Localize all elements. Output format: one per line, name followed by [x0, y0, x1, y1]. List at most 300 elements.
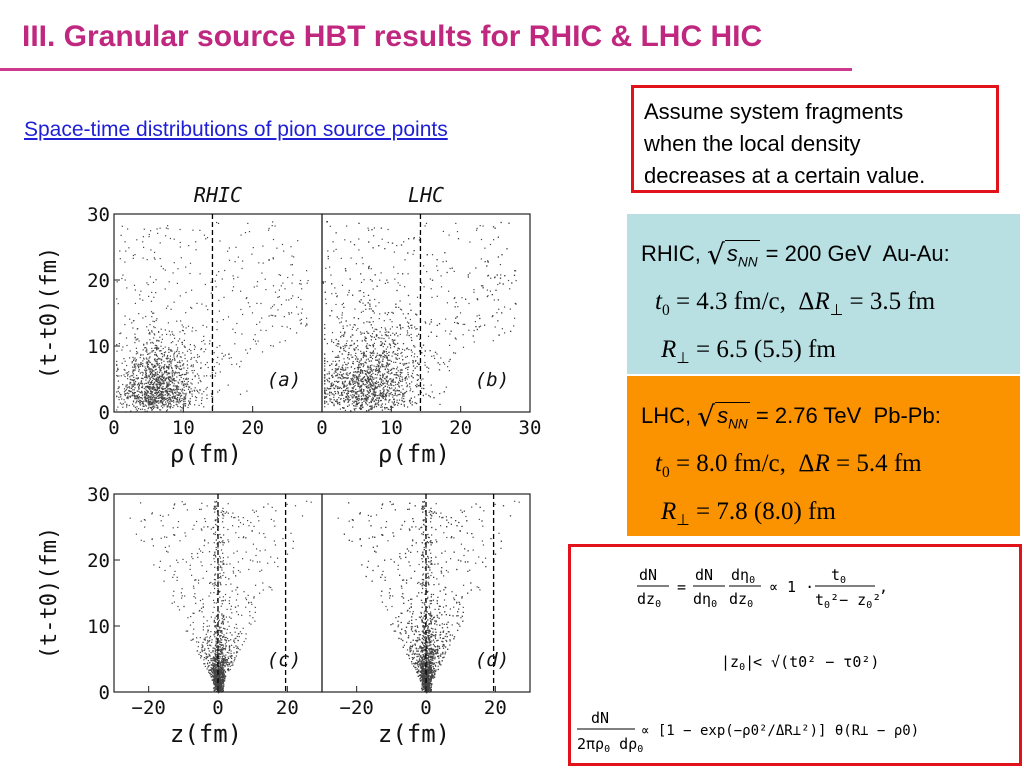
scatter-point [145, 368, 146, 369]
scatter-point [239, 366, 240, 367]
scatter-point [487, 275, 488, 276]
scatter-point [334, 381, 335, 382]
scatter-point [197, 557, 198, 558]
subtitle-link[interactable]: Space-time distributions of pion source points [24, 118, 448, 141]
scatter-point [134, 393, 135, 394]
scatter-point [428, 395, 429, 396]
scatter-point [384, 366, 385, 367]
scatter-point [167, 388, 168, 389]
scatter-point [359, 402, 360, 403]
scatter-point [204, 639, 205, 640]
scatter-point [125, 376, 126, 377]
scatter-point [408, 238, 409, 239]
scatter-point [365, 371, 366, 372]
scatter-point [234, 627, 235, 628]
scatter-point [300, 280, 301, 281]
scatter-point [137, 365, 138, 366]
scatter-point [356, 381, 357, 382]
scatter-point [396, 290, 397, 291]
scatter-point [230, 632, 231, 633]
scatter-point [343, 303, 344, 304]
scatter-point [368, 381, 369, 382]
scatter-point [381, 382, 382, 383]
scatter-point [176, 394, 177, 395]
scatter-point [170, 406, 171, 407]
scatter-point [357, 377, 358, 378]
scatter-point [178, 395, 179, 396]
scatter-point [197, 373, 198, 374]
scatter-point [389, 393, 390, 394]
scatter-point [392, 333, 393, 334]
scatter-point [222, 540, 223, 541]
scatter-point [181, 257, 182, 258]
scatter-point [190, 625, 191, 626]
scatter-point [402, 394, 403, 395]
scatter-point [363, 401, 364, 402]
scatter-point [246, 391, 247, 392]
scatter-point [454, 298, 455, 299]
scatter-point [364, 370, 365, 371]
scatter-point [159, 375, 160, 376]
scatter-point [384, 351, 385, 352]
scatter-point [152, 321, 153, 322]
scatter-point [338, 355, 339, 356]
scatter-point [204, 351, 205, 352]
scatter-point [172, 376, 173, 377]
scatter-point [376, 377, 377, 378]
scatter-point [197, 391, 198, 392]
scatter-point [223, 356, 224, 357]
scatter-point [329, 267, 330, 268]
scatter-point [377, 374, 378, 375]
scatter-point [332, 369, 333, 370]
scatter-point [381, 327, 382, 328]
scatter-point [275, 315, 276, 316]
scatter-point [390, 383, 391, 384]
scatter-point [150, 368, 151, 369]
scatter-point [336, 339, 337, 340]
scatter-point [227, 557, 228, 558]
scatter-point [238, 257, 239, 258]
scatter-point [484, 248, 485, 249]
panel-label: (b) [474, 369, 510, 391]
scatter-point [123, 403, 124, 404]
scatter-point [146, 282, 147, 283]
scatter-point [329, 398, 330, 399]
scatter-point [356, 396, 357, 397]
scatter-point [149, 324, 150, 325]
scatter-point [397, 367, 398, 368]
scatter-point [391, 369, 392, 370]
scatter-point [182, 365, 183, 366]
scatter-point [487, 290, 488, 291]
scatter-point [180, 242, 181, 243]
scatter-point [399, 285, 400, 286]
scatter-point [360, 390, 361, 391]
scatter-point [343, 346, 344, 347]
scatter-point [190, 398, 191, 399]
scatter-point [371, 387, 372, 388]
scatter-point [162, 383, 163, 384]
scatter-point [187, 364, 188, 365]
scatter-point [156, 359, 157, 360]
scatter-point [288, 299, 289, 300]
scatter-point [337, 386, 338, 387]
scatter-point [346, 397, 347, 398]
scatter-point [201, 400, 202, 401]
scatter-point [182, 389, 183, 390]
scatter-point [497, 274, 498, 275]
scatter-point [500, 278, 501, 279]
scatter-point [381, 393, 382, 394]
scatter-point [136, 359, 137, 360]
scatter-point [183, 404, 184, 405]
scatter-point [405, 317, 406, 318]
scatter-point [154, 259, 155, 260]
scatter-point [501, 312, 502, 313]
scatter-point [192, 327, 193, 328]
scatter-point [118, 388, 119, 389]
scatter-point [133, 255, 134, 256]
scatter-point [373, 369, 374, 370]
scatter-point [385, 399, 386, 400]
scatter-point [163, 382, 164, 383]
scatter-point [121, 398, 122, 399]
scatter-point [142, 372, 143, 373]
scatter-point [371, 229, 372, 230]
scatter-point [372, 407, 373, 408]
scatter-point [273, 258, 274, 259]
scatter-point [203, 336, 204, 337]
scatter-point [147, 396, 148, 397]
scatter-point [338, 393, 339, 394]
scatter-point [135, 303, 136, 304]
scatter-point [272, 326, 273, 327]
scatter-point [186, 386, 187, 387]
scatter-point [170, 349, 171, 350]
scatter-point [350, 372, 351, 373]
scatter-point [186, 372, 187, 373]
scatter-point [145, 405, 146, 406]
scatter-point [455, 223, 456, 224]
scatter-point [118, 381, 119, 382]
scatter-point [349, 348, 350, 349]
scatter-point [116, 396, 117, 397]
scatter-point [383, 387, 384, 388]
scatter-point [238, 520, 239, 521]
scatter-point [370, 367, 371, 368]
scatter-point [359, 398, 360, 399]
column-title: RHIC [193, 183, 243, 207]
scatter-point [374, 299, 375, 300]
scatter-point [360, 405, 361, 406]
scatter-point [158, 331, 159, 332]
scatter-point [387, 358, 388, 359]
scatter-point [378, 337, 379, 338]
scatter-point [380, 356, 381, 357]
scatter-point [380, 366, 381, 367]
scatter-point [149, 371, 150, 372]
scatter-point [385, 394, 386, 395]
scatter-point [138, 364, 139, 365]
scatter-point [149, 380, 150, 381]
scatter-point [365, 395, 366, 396]
scatter-point [352, 401, 353, 402]
scatter-point [342, 312, 343, 313]
scatter-point [134, 369, 135, 370]
scatter-point [332, 332, 333, 333]
scatter-point [333, 361, 334, 362]
scatter-point [367, 394, 368, 395]
scatter-point [371, 360, 372, 361]
scatter-point [382, 395, 383, 396]
scatter-point [179, 360, 180, 361]
scatter-point [129, 388, 130, 389]
scatter-point [173, 395, 174, 396]
scatter-point [381, 385, 382, 386]
scatter-point [144, 519, 145, 520]
scatter-point [324, 406, 325, 407]
scatter-point [164, 405, 165, 406]
scatter-point [156, 369, 157, 370]
scatter-point [402, 396, 403, 397]
scatter-point [355, 392, 356, 393]
scatter-point [392, 402, 393, 403]
scatter-point [157, 361, 158, 362]
scatter-point [140, 404, 141, 405]
scatter-point [231, 645, 232, 646]
scatter-point [161, 402, 162, 403]
scatter-point [198, 392, 199, 393]
scatter-point [196, 249, 197, 250]
scatter-point [236, 323, 237, 324]
scatter-point [154, 257, 155, 258]
scatter-point [214, 561, 215, 562]
scatter-point [177, 268, 178, 269]
scatter-point [152, 539, 153, 540]
scatter-point [439, 393, 440, 394]
scatter-point [231, 650, 232, 651]
scatter-point [118, 391, 119, 392]
scatter-point [384, 389, 385, 390]
scatter-point [361, 379, 362, 380]
scatter-point [373, 247, 374, 248]
scatter-point [409, 386, 410, 387]
scatter-point [412, 401, 413, 402]
scatter-point [184, 403, 185, 404]
scatter-point [145, 392, 146, 393]
scatter-point [146, 359, 147, 360]
scatter-point [333, 384, 334, 385]
scatter-point [305, 325, 306, 326]
scatter-point [425, 323, 426, 324]
scatter-point [207, 362, 208, 363]
scatter-point [394, 344, 395, 345]
scatter-point [468, 303, 469, 304]
scatter-point [363, 363, 364, 364]
scatter-point [331, 293, 332, 294]
scatter-point [183, 330, 184, 331]
scatter-point [234, 659, 235, 660]
scatter-point [152, 313, 153, 314]
scatter-point [200, 657, 201, 658]
scatter-point [159, 372, 160, 373]
scatter-point [167, 395, 168, 396]
scatter-point [238, 633, 239, 634]
scatter-point [434, 358, 435, 359]
scatter-point [136, 378, 137, 379]
scatter-point [397, 359, 398, 360]
scatter-point [223, 515, 224, 516]
scatter-point [172, 373, 173, 374]
scatter-point [225, 577, 226, 578]
scatter-point [121, 278, 122, 279]
scatter-point [327, 373, 328, 374]
scatter-point [235, 632, 236, 633]
scatter-point [371, 317, 372, 318]
scatter-point [134, 379, 135, 380]
scatter-point [390, 319, 391, 320]
scatter-point [358, 383, 359, 384]
scatter-point [460, 312, 461, 313]
scatter-point [371, 374, 372, 375]
scatter-point [249, 306, 250, 307]
scatter-point [351, 345, 352, 346]
scatter-point [156, 400, 157, 401]
scatter-point [147, 365, 148, 366]
scatter-point [168, 347, 169, 348]
scatter-point [382, 361, 383, 362]
scatter-point [146, 377, 147, 378]
scatter-point [142, 398, 143, 399]
scatter-point [228, 316, 229, 317]
scatter-point [219, 663, 220, 664]
scatter-point [212, 372, 213, 373]
scatter-point [159, 567, 160, 568]
scatter-point [394, 374, 395, 375]
scatter-point [405, 357, 406, 358]
scatter-point [342, 315, 343, 316]
scatter-point [300, 320, 301, 321]
scatter-point [161, 329, 162, 330]
scatter-point [255, 341, 256, 342]
scatter-point [352, 397, 353, 398]
scatter-point [154, 403, 155, 404]
scatter-point [499, 283, 500, 284]
scatter-point [133, 383, 134, 384]
scatter-point [128, 393, 129, 394]
scatter-point [290, 328, 291, 329]
scatter-point [333, 241, 334, 242]
scatter-point [205, 364, 206, 365]
scatter-point [227, 621, 228, 622]
scatter-point [481, 285, 482, 286]
scatter-point [214, 542, 215, 543]
scatter-point [273, 257, 274, 258]
scatter-point [373, 311, 374, 312]
scatter-point [449, 333, 450, 334]
scatter-point [384, 248, 385, 249]
scatter-point [120, 394, 121, 395]
scatter-point [274, 562, 275, 563]
scatter-point [229, 597, 230, 598]
scatter-point [175, 389, 176, 390]
scatter-point [345, 399, 346, 400]
scatter-point [122, 275, 123, 276]
scatter-point [456, 302, 457, 303]
scatter-point [394, 368, 395, 369]
scatter-point [165, 288, 166, 289]
scatter-point [359, 360, 360, 361]
scatter-point [157, 389, 158, 390]
scatter-point [140, 400, 141, 401]
scatter-point [135, 402, 136, 403]
scatter-point [126, 345, 127, 346]
scatter-point [344, 345, 345, 346]
scatter-point [161, 379, 162, 380]
scatter-point [390, 393, 391, 394]
scatter-point [365, 402, 366, 403]
scatter-point [384, 396, 385, 397]
scatter-point [306, 324, 307, 325]
scatter-point [495, 326, 496, 327]
scatter-point [509, 288, 510, 289]
scatter-point [341, 392, 342, 393]
scatter-point [411, 325, 412, 326]
scatter-point [363, 311, 364, 312]
scatter-point [156, 397, 157, 398]
scatter-point [174, 392, 175, 393]
scatter-point [231, 658, 232, 659]
scatter-point [143, 258, 144, 259]
scatter-point [378, 361, 379, 362]
scatter-point [354, 377, 355, 378]
scatter-point [219, 556, 220, 557]
scatter-point [324, 324, 325, 325]
scatter-point [206, 389, 207, 390]
scatter-point [385, 329, 386, 330]
scatter-point [387, 386, 388, 387]
scatter-point [169, 349, 170, 350]
scatter-point [397, 355, 398, 356]
scatter-point [119, 250, 120, 251]
scatter-point [345, 369, 346, 370]
scatter-point [370, 376, 371, 377]
scatter-point [235, 589, 236, 590]
scatter-point [201, 403, 202, 404]
y-tick-label: 0 [98, 402, 110, 424]
scatter-point [335, 372, 336, 373]
scatter-point [187, 509, 188, 510]
scatter-point [187, 407, 188, 408]
scatter-point [375, 371, 376, 372]
scatter-point [374, 392, 375, 393]
scatter-point [275, 225, 276, 226]
scatter-point [353, 372, 354, 373]
scatter-point [372, 371, 373, 372]
scatter-point [207, 237, 208, 238]
scatter-point [162, 403, 163, 404]
scatter-point [417, 374, 418, 375]
scatter-point [153, 374, 154, 375]
scatter-point [182, 588, 183, 589]
scatter-point [368, 369, 369, 370]
scatter-point [152, 342, 153, 343]
scatter-point [227, 251, 228, 252]
scatter-point [170, 238, 171, 239]
scatter-point [170, 390, 171, 391]
scatter-point [162, 374, 163, 375]
